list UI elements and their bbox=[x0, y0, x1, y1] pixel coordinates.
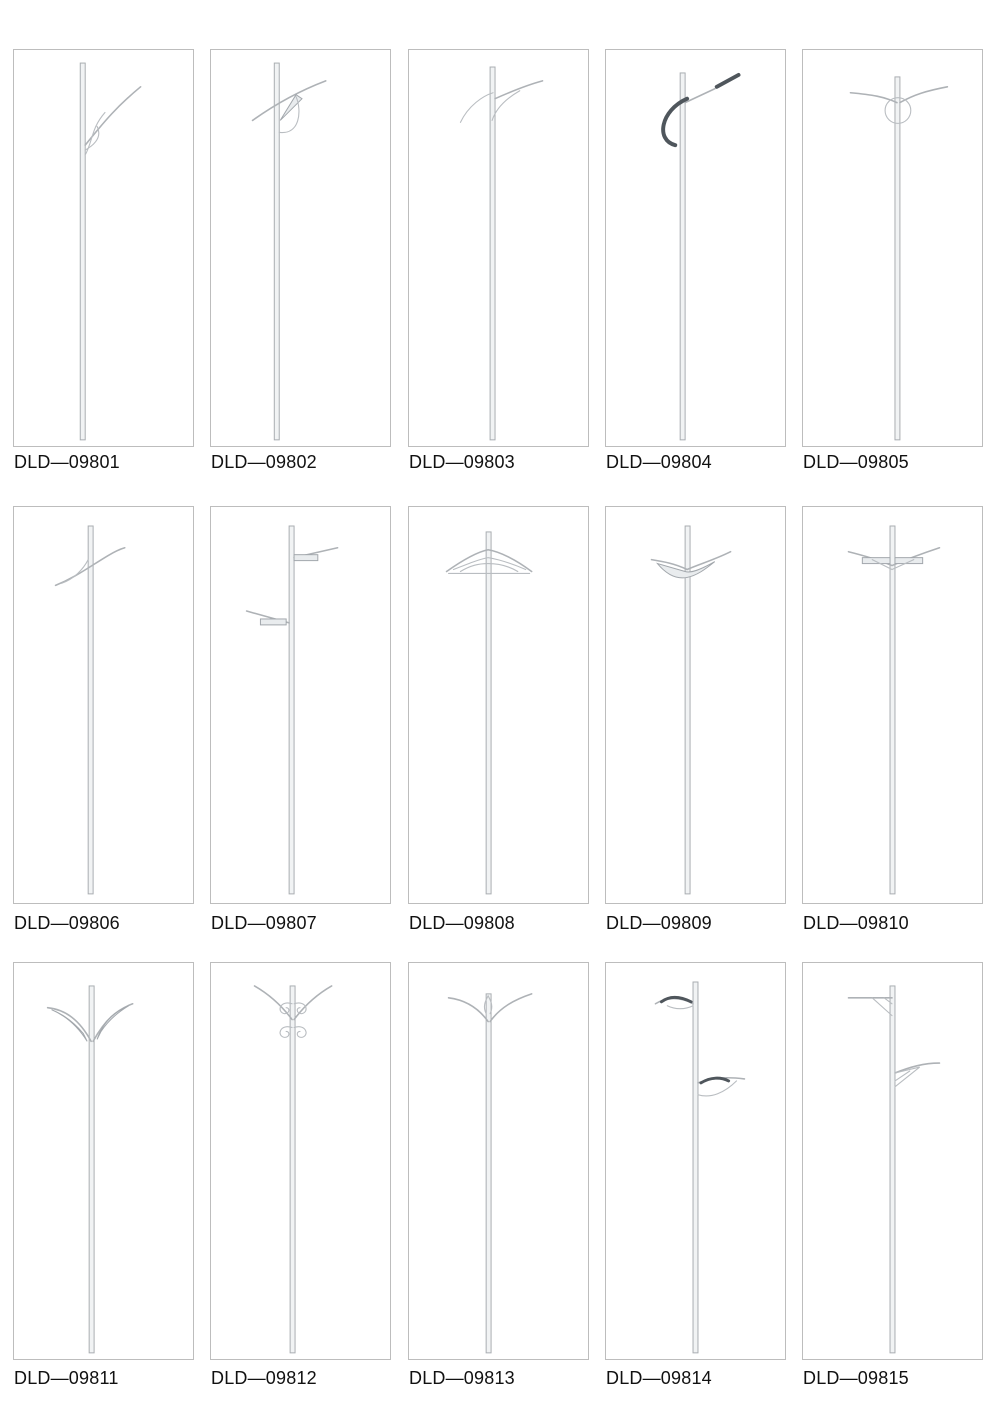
street-light-pole-icon bbox=[409, 507, 588, 903]
product-code-09808: DLD—09808 bbox=[409, 913, 515, 933]
product-frame-09814 bbox=[605, 962, 786, 1360]
street-light-pole-icon bbox=[14, 963, 193, 1359]
product-code-09813: DLD—09813 bbox=[409, 1368, 515, 1388]
product-frame-09806 bbox=[13, 506, 194, 904]
product-code-09801: DLD—09801 bbox=[14, 452, 120, 472]
product-frame-09801 bbox=[13, 49, 194, 447]
product-frame-09811 bbox=[13, 962, 194, 1360]
product-code-09802: DLD—09802 bbox=[211, 452, 317, 472]
product-frame-09802 bbox=[210, 49, 391, 447]
street-light-pole-icon bbox=[409, 963, 588, 1359]
street-light-pole-icon bbox=[803, 507, 982, 903]
street-light-pole-icon bbox=[211, 507, 390, 903]
street-light-pole-icon bbox=[14, 507, 193, 903]
product-code-09811: DLD—09811 bbox=[14, 1368, 119, 1388]
product-code-09806: DLD—09806 bbox=[14, 913, 120, 933]
product-code-09810: DLD—09810 bbox=[803, 913, 909, 933]
product-frame-09805 bbox=[802, 49, 983, 447]
product-frame-09813 bbox=[408, 962, 589, 1360]
product-code-09807: DLD—09807 bbox=[211, 913, 317, 933]
street-light-pole-icon bbox=[803, 50, 982, 446]
product-code-09814: DLD—09814 bbox=[606, 1368, 712, 1388]
product-frame-09810 bbox=[802, 506, 983, 904]
product-frame-09809 bbox=[605, 506, 786, 904]
product-frame-09803 bbox=[408, 49, 589, 447]
product-code-09805: DLD—09805 bbox=[803, 452, 909, 472]
street-light-pole-icon bbox=[606, 50, 785, 446]
product-code-09812: DLD—09812 bbox=[211, 1368, 317, 1388]
product-frame-09807 bbox=[210, 506, 391, 904]
product-frame-09808 bbox=[408, 506, 589, 904]
product-frame-09815 bbox=[802, 962, 983, 1360]
street-light-pole-icon bbox=[409, 50, 588, 446]
street-light-pole-icon bbox=[211, 963, 390, 1359]
product-frame-09812 bbox=[210, 962, 391, 1360]
street-light-pole-icon bbox=[14, 50, 193, 446]
product-code-09809: DLD—09809 bbox=[606, 913, 712, 933]
street-light-pole-icon bbox=[803, 963, 982, 1359]
product-code-09815: DLD—09815 bbox=[803, 1368, 909, 1388]
street-light-pole-icon bbox=[211, 50, 390, 446]
product-code-09803: DLD—09803 bbox=[409, 452, 515, 472]
product-frame-09804 bbox=[605, 49, 786, 447]
street-light-pole-icon bbox=[606, 507, 785, 903]
street-light-pole-icon bbox=[606, 963, 785, 1359]
product-code-09804: DLD—09804 bbox=[606, 452, 712, 472]
